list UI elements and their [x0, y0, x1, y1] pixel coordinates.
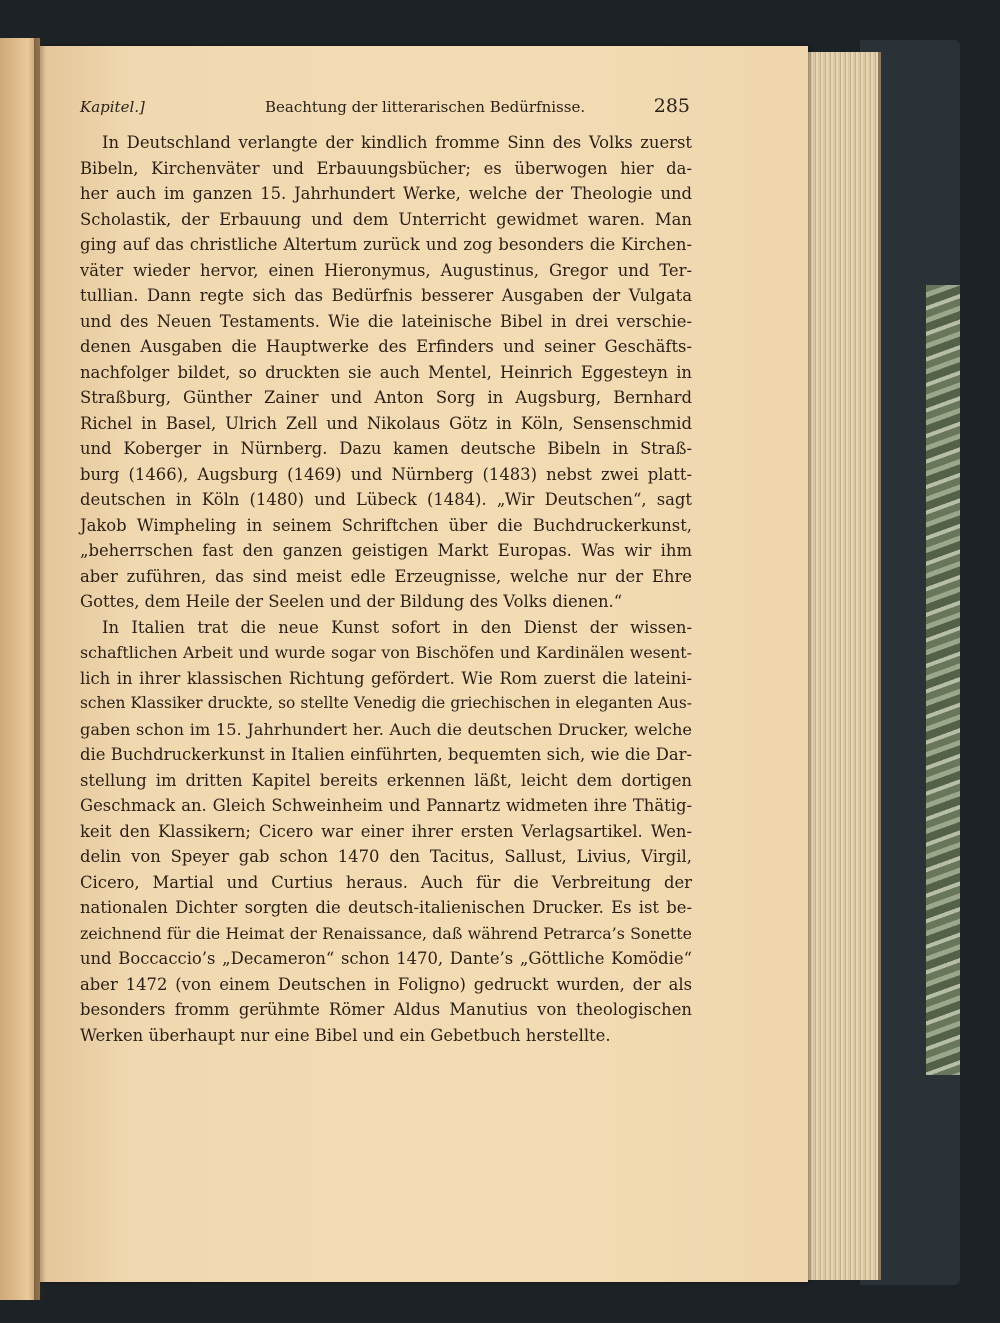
text-line: delin von Speyer gab schon 1470 den Tacitus, Sallust, Livius, Virgil,: [80, 847, 692, 866]
text-line: lich in ihrer klassischen Richtung gefördert. Wie Rom zuerst die lateini-: [80, 668, 692, 688]
text-line: denen Ausgaben die Hauptwerke des Erfinders und seiner Geschäfts-: [80, 337, 692, 356]
text-line: keit den Klassikern; Cicero war einer ihrer ersten Verlagsartikel. Wen-: [80, 821, 692, 841]
text-line: Werken überhaupt nur eine Bibel und ein Gebetbuch herstellte.: [80, 1025, 611, 1045]
page-number: 285: [653, 95, 690, 117]
text-line: und des Neuen Testaments. Wie die lateinische Bibel in drei verschie-: [80, 311, 692, 331]
running-header-title: Beachtung der litterarischen Bedürfnisse.: [265, 98, 586, 116]
text-line: her auch im ganzen 15. Jahrhundert Werke, welche der Theologie und: [80, 184, 692, 203]
text-line: In Italien trat die neue Kunst sofort in den Dienst der wissen-: [102, 617, 692, 637]
page-stack-edges: [808, 52, 881, 1280]
text-line: Bibeln, Kirchenväter und Erbauungsbücher; es überwogen hier da-: [80, 158, 692, 178]
text-line: aber zuführen, das sind meist edle Erzeugnisse, welche nur der Ehre: [80, 566, 692, 586]
text-line: nationalen Dichter sorgten die deutsch-italienischen Drucker. Es ist be-: [80, 898, 692, 917]
text-line: stellung im dritten Kapitel bereits erkennen läßt, leicht dem dortigen: [80, 770, 692, 790]
text-line: Scholastik, der Erbauung und dem Unterricht gewidmet waren. Man: [80, 209, 692, 229]
running-header-chapter: Kapitel.]: [80, 98, 145, 116]
text-line: schen Klassiker druckte, so stellte Venedig die griechischen in eleganten Aus-: [80, 694, 692, 712]
text-line: Jakob Wimpheling in seinem Schriftchen über die Buchdruckerkunst,: [80, 515, 692, 535]
text-line: „beherrschen fast den ganzen geistigen Markt Europas. Was wir ihm: [80, 541, 692, 560]
text-line: ging auf das christliche Altertum zurück und zog besonders die Kirchen-: [80, 235, 692, 254]
text-line: die Buchdruckerkunst in Italien einführten, bequemten sich, wie die Dar-: [80, 745, 692, 764]
text-line: burg (1466), Augsburg (1469) und Nürnberg (1483) nebst zwei platt-: [80, 464, 692, 484]
running-header: [80, 95, 690, 124]
text-line: aber 1472 (von einem Deutschen in Foligno) gedruckt wurden, der als: [80, 974, 692, 994]
text-line: zeichnend für die Heimat der Renaissance, daß während Petrarca’s Sonette: [80, 923, 692, 943]
text-line: Straßburg, Günther Zainer und Anton Sorg in Augsburg, Bernhard: [80, 388, 692, 407]
text-line: und Boccaccio’s „Decameron“ schon 1470, Dante’s „Göttliche Komödie“: [80, 949, 692, 968]
text-line: tullian. Dann regte sich das Bedürfnis besserer Ausgaben der Vulgata: [80, 286, 692, 305]
text-line: schaftlichen Arbeit und wurde sogar von Bischöfen und Kardinälen wesent-: [80, 643, 692, 662]
page-gutter-shadow: [34, 38, 46, 1300]
text-line: In Deutschland verlangte der kindlich fromme Sinn des Volks zuerst: [102, 133, 692, 152]
text-line: nachfolger bildet, so druckten sie auch Mentel, Heinrich Eggesteyn in: [80, 362, 692, 382]
text-line: Gottes, dem Heile der Seelen und der Bildung des Volks dienen.“: [80, 592, 623, 611]
text-line: und Koberger in Nürnberg. Dazu kamen deutsche Bibeln in Straß-: [80, 439, 692, 458]
text-line: Geschmack an. Gleich Schweinheim und Pannartz widmeten ihre Thätig-: [80, 796, 692, 815]
text-line: gaben schon im 15. Jahrhundert her. Auch die deutschen Drucker, welche: [80, 719, 692, 739]
text-line: besonders fromm gerühmte Römer Aldus Manutius von theologischen: [80, 1000, 692, 1019]
text-line: Richel in Basel, Ulrich Zell und Nikolaus Götz in Köln, Sensenschmid: [80, 413, 692, 433]
text-line: deutschen in Köln (1480) und Lübeck (1484). „Wir Deutschen“, sagt: [80, 490, 692, 509]
marbled-endpaper: [926, 285, 960, 1075]
body-text: [80, 130, 692, 1048]
text-line: väter wieder hervor, einen Hieronymus, Augustinus, Gregor und Ter-: [80, 260, 692, 280]
text-line: Cicero, Martial und Curtius heraus. Auch für die Verbreitung der: [80, 872, 692, 892]
